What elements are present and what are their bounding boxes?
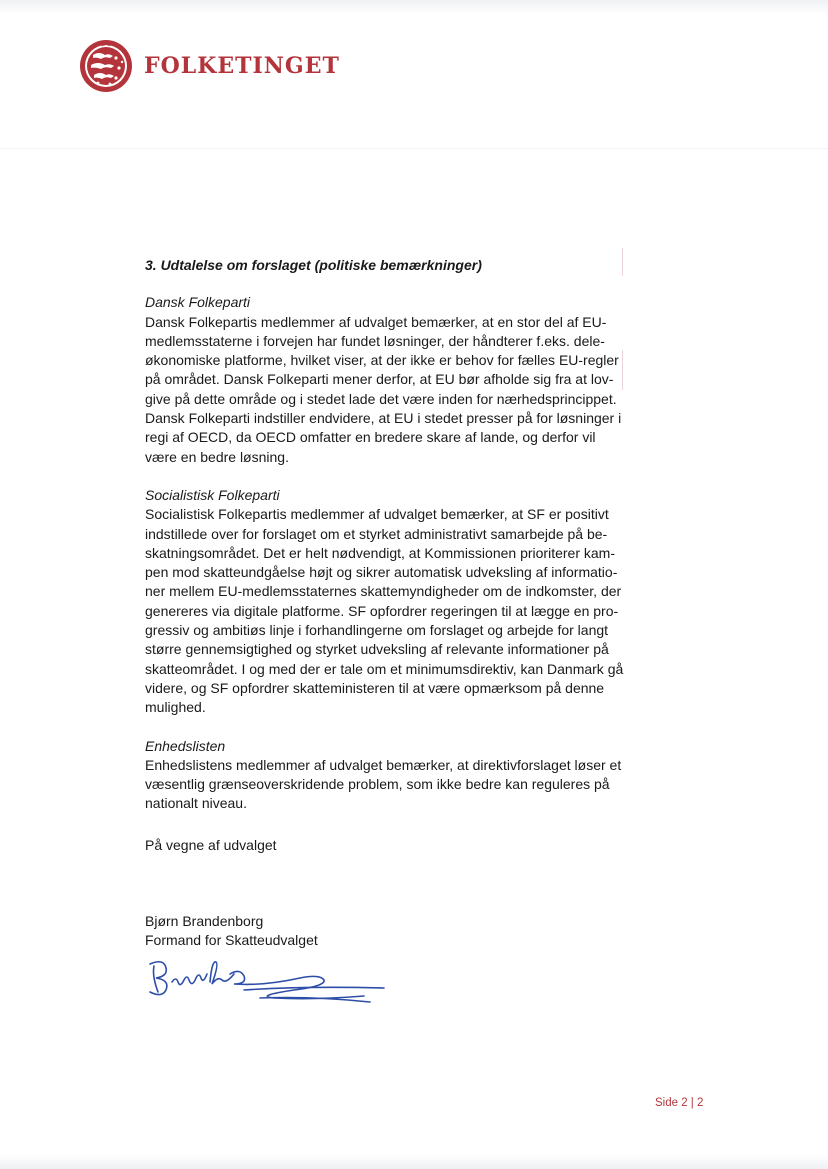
section-title: 3. Udtalelse om forslaget (politiske bemærkninger) (145, 257, 482, 273)
text-line: give på dette område og i stedet lade det være inden for nærhedsprincippet. (145, 390, 617, 407)
text-line: mulighed. (145, 699, 206, 716)
text-line: Enhedslistens medlemmer af udvalget bemærker, at direktivforslaget løser et (145, 756, 622, 773)
text-line: indstillede over for forslaget om et styrket administrativt samarbejde på be- (145, 525, 608, 542)
signer-title: Formand for Skatteudvalget (145, 932, 318, 949)
party-statement-df (145, 293, 625, 467)
text-line: regi af OECD, da OECD omfatter en bredere skare af lande, og derfor vil (145, 429, 596, 446)
text-line: væsentlig grænseoverskridende problem, som ikke bedre kan reguleres på (145, 776, 610, 793)
scan-edge-top (0, 0, 828, 14)
signer-block (145, 912, 318, 951)
party-statement-sf (145, 486, 625, 718)
page-number: Side 2 | 2 (655, 1097, 704, 1109)
party-heading: Enhedslisten (145, 737, 226, 754)
text-line: genereres via digitale platforme. SF opfordrer regeringen til at lægge en pro- (145, 602, 619, 619)
text-line: Dansk Folkeparti indstiller endvidere, at EU i stedet presser på for løsninger i (145, 410, 622, 427)
party-heading: Socialistisk Folkeparti (145, 486, 280, 503)
text-line: være en bedre løsning. (145, 448, 289, 465)
text-line: medlemsstaterne i forvejen har fundet løsninger, der håndterer f.eks. dele- (145, 332, 605, 349)
statement-body (145, 256, 625, 833)
signoff-text: På vegne af udvalget (145, 837, 277, 853)
text-line: økonomiske platforme, hvilket viser, at der ikke er behov for fælles EU-regler (145, 352, 619, 369)
header-divider (0, 148, 828, 149)
scan-edge-bottom (0, 1155, 828, 1169)
text-line: nationalt niveau. (145, 795, 247, 812)
signer-name: Bjørn Brandenborg (145, 913, 264, 929)
text-line: ner mellem EU-medlemsstaternes skattemyndigheder om de indkomster, der (145, 583, 622, 600)
text-line: pen mod skatteundgåelse højt og sikrer automatisk udveksling af informatio- (145, 564, 618, 581)
party-statement-el (145, 737, 625, 814)
text-line: videre, og SF opfordrer skatteministeren til at være opmærksom på denne (145, 679, 605, 696)
text-line: gressiv og ambitiøs linje i forhandlingerne om forslaget og arbejde for langt (145, 622, 609, 639)
text-line: større gennemsigtighed og styrket udveksling af relevante informationer på (145, 641, 609, 658)
text-line: skatteområdet. I og med der er tale om et minimumsdirektiv, kan Danmark gå (145, 660, 624, 677)
party-heading: Dansk Folkeparti (145, 294, 251, 311)
folketinget-crest-icon (78, 38, 134, 94)
folketinget-logo (78, 38, 340, 94)
text-line: Socialistisk Folkepartis medlemmer af udvalget bemærker, at SF er positivt (145, 506, 609, 523)
text-line: på området. Dansk Folkeparti mener derfor, at EU bør afholde sig fra at lov- (145, 371, 614, 388)
organization-name: FOLKETINGET (144, 53, 340, 79)
text-line: Dansk Folkepartis medlemmer af udvalget bemærker, at en stor del af EU- (145, 313, 607, 330)
handwritten-signature-icon (140, 952, 470, 1022)
text-line: skatningsområdet. Det er helt nødvendigt, at Kommissionen prioriterer kam- (145, 544, 615, 561)
